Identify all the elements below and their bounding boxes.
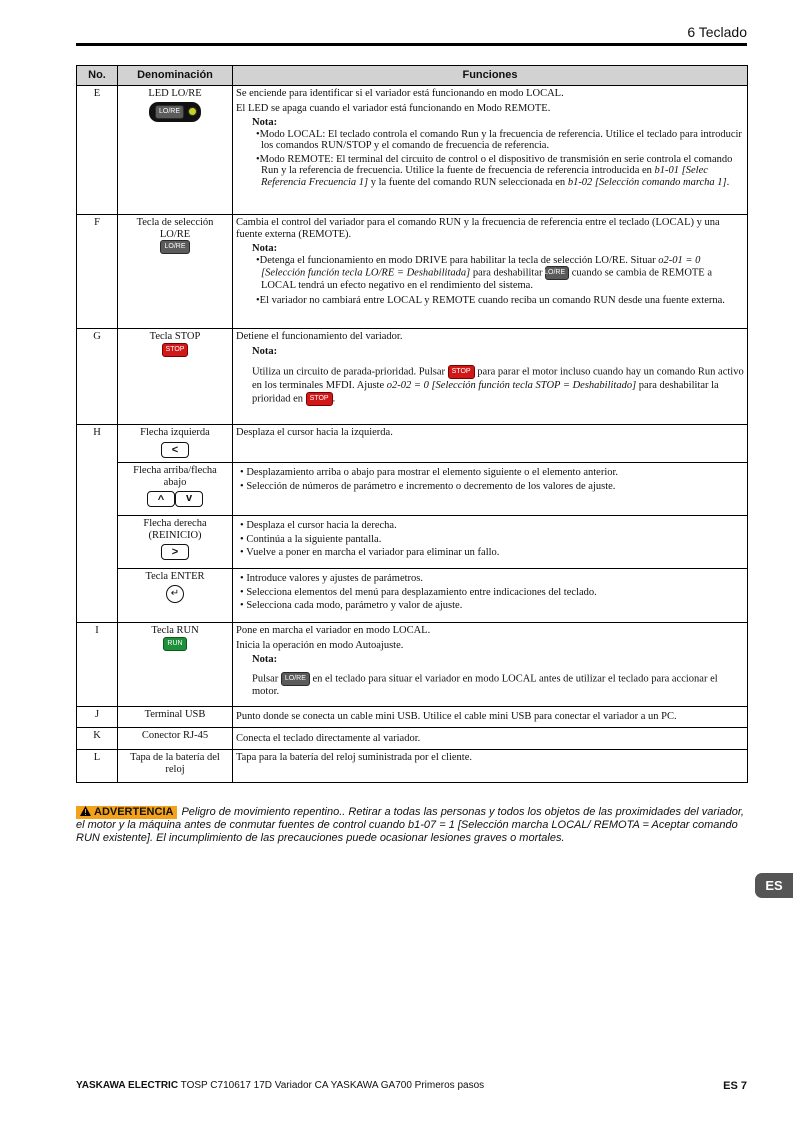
footer-doc-title: TOSP C710617 17D Variador CA YASKAWA GA700 Primeros pasos bbox=[178, 1080, 485, 1091]
header-no: No. bbox=[77, 66, 118, 86]
warning-label-text: ADVERTENCIA bbox=[94, 806, 174, 818]
bullet: • bbox=[240, 467, 244, 478]
param-ref: b1-01 [Selec Referencia Frecuencia 1] bbox=[261, 165, 708, 188]
text-span: Desplazamiento arriba o abajo para mostrar el elemento siguiente o el elemento anterior. bbox=[246, 467, 619, 478]
bullet: • bbox=[240, 573, 244, 584]
stop-key-icon: STOP bbox=[448, 365, 475, 379]
arrow-up-icon: ^ bbox=[147, 491, 175, 507]
keypad-functions-table bbox=[76, 65, 748, 783]
row-number: G bbox=[77, 329, 118, 425]
param-ref: o2-02 = 0 [Selección función tecla STOP = Deshabilitado] bbox=[386, 380, 637, 391]
bullet: • bbox=[240, 547, 244, 558]
table-row bbox=[77, 463, 748, 516]
row-functions bbox=[233, 329, 748, 425]
bullet: • bbox=[240, 480, 244, 492]
row-name bbox=[118, 329, 233, 425]
text-span: Introduce valores y ajustes de parámetros. bbox=[246, 573, 423, 584]
text-span: Desplaza el cursor hacia la derecha. bbox=[246, 520, 397, 531]
text-span: cuando se cambia de REMOTE a LOCAL tendrá un efecto negativo en el rendimiento del sistema. bbox=[261, 267, 713, 291]
note-text bbox=[236, 672, 744, 698]
note-label: Nota: bbox=[252, 345, 278, 357]
text-span: para deshabilitar la prioridad en bbox=[252, 380, 719, 405]
row-name: Tapa de la batería del reloj bbox=[118, 750, 233, 783]
row-functions bbox=[233, 215, 748, 329]
text-span: y la fuente del comando RUN seleccionada en bbox=[368, 176, 568, 188]
text-span: Selección de números de parámetro e incremento o decremento de los valores de ajuste. bbox=[246, 480, 616, 492]
text-span: •Detenga el funcionamiento en modo DRIVE para habilitar la tecla de selección LO/RE. Situar bbox=[256, 254, 659, 266]
row-functions bbox=[233, 516, 748, 569]
row-functions: Desplaza el cursor hacia la izquierda. bbox=[233, 425, 748, 463]
table-row bbox=[77, 425, 748, 463]
row-number: H bbox=[77, 425, 118, 623]
lore-key-icon: LO/RE bbox=[160, 240, 189, 254]
text-line: Se enciende para identificar si el variador está funcionando en modo LOCAL. bbox=[236, 88, 564, 99]
note-text bbox=[236, 365, 744, 406]
table-row bbox=[77, 707, 748, 728]
table-row bbox=[77, 623, 748, 707]
header-functions: Funciones bbox=[233, 66, 748, 86]
warning-label bbox=[76, 806, 177, 819]
led-lore-name: LED LO/RE bbox=[148, 88, 202, 99]
list-item bbox=[236, 534, 744, 546]
text-span: Selecciona elementos del menú para desplazamiento entre indicaciones del teclado. bbox=[246, 586, 597, 598]
name-line: Tecla de selección bbox=[136, 217, 214, 228]
name-line: abajo bbox=[163, 476, 187, 488]
table-row bbox=[77, 728, 748, 750]
lore-key-icon: LO/RE bbox=[155, 105, 184, 119]
note-bullet: •Modo LOCAL: El teclado controla el comando Run y la frecuencia de referencia. Utilice el teclado para introducir los comandos RUN/STOP y el comando de frecuencia de referencia. bbox=[256, 128, 742, 151]
text-span: •Modo REMOTE: El terminal del circuito de control o el dispositivo de transmisión en serie controla el comando Run y la referencia de frecuencia. Utilice la fuente de frecuencia de referencia introducida en bbox=[256, 153, 733, 176]
footer-brand: YASKAWA ELECTRIC bbox=[76, 1080, 179, 1091]
arrow-right-icon: > bbox=[161, 544, 189, 560]
warning-block bbox=[76, 806, 748, 845]
text-span: Utiliza un circuito de parada-prioridad. Pulsar bbox=[252, 366, 448, 378]
row-name bbox=[118, 463, 233, 516]
list-item bbox=[236, 520, 744, 532]
page-section-title: 6 Teclado bbox=[687, 24, 747, 40]
text-span: . bbox=[726, 176, 730, 188]
name-line: Tecla STOP bbox=[149, 331, 201, 342]
text-line: Inicia la operación en modo Autoajuste. bbox=[236, 639, 404, 651]
name-line: Tecla ENTER bbox=[145, 571, 205, 582]
name-line: Flecha izquierda bbox=[140, 427, 210, 438]
note-bullet bbox=[236, 154, 744, 189]
warning-text: Peligro de movimiento repentino.. Retirar a todas las personas y todos los objetos de las proximidades del variador, el motor y la máquina antes de conmutar fuentes de control cuando b1-07 = 1 [Selección marcha LOCAL/ REMOTA = Aceptar comando RUN existente]. El incumplimiento de las precauciones puede ocasionar lesiones graves o mortales. bbox=[76, 806, 744, 844]
text-span: Pulsar bbox=[252, 672, 281, 684]
row-name bbox=[118, 569, 233, 623]
row-number: F bbox=[77, 215, 118, 329]
list-item bbox=[236, 573, 744, 585]
enter-key-icon: ↵ bbox=[166, 585, 184, 603]
warning-triangle-icon bbox=[80, 806, 91, 816]
led-lore-icon bbox=[149, 102, 201, 122]
note-label: Nota: bbox=[252, 243, 278, 254]
table-row bbox=[77, 516, 748, 569]
name-line: (REINICIO) bbox=[148, 529, 202, 541]
bullet: • bbox=[240, 586, 244, 598]
list-item bbox=[236, 467, 744, 479]
text-line: Cambia el control del variador para el comando RUN y la frecuencia de referencia entre el teclado (LOCAL) y una fuente externa (REMOTE). bbox=[236, 217, 720, 240]
list-item bbox=[236, 481, 744, 493]
list-item bbox=[236, 600, 744, 612]
text-span: para deshabilitar bbox=[470, 267, 546, 279]
note-label: Nota: bbox=[252, 654, 278, 665]
footer-doc-info bbox=[76, 1080, 484, 1091]
table-row bbox=[77, 215, 748, 329]
arrow-down-icon: v bbox=[175, 491, 203, 507]
text-span: en el teclado para situar el variador en modo LOCAL antes de utilizar el teclado para accionar el motor. bbox=[252, 672, 718, 697]
name-line: Flecha derecha bbox=[143, 518, 207, 529]
led-indicator-icon bbox=[188, 107, 197, 116]
row-functions bbox=[233, 623, 748, 707]
text-span: Continúa a la siguiente pantalla. bbox=[246, 533, 382, 545]
row-functions bbox=[233, 86, 748, 215]
bullet: • bbox=[240, 533, 244, 545]
row-name: Terminal USB bbox=[118, 707, 233, 728]
row-functions bbox=[233, 463, 748, 516]
header-rule bbox=[76, 43, 747, 46]
list-item bbox=[236, 587, 744, 599]
note-label: Nota: bbox=[252, 117, 278, 128]
row-number: I bbox=[77, 623, 118, 707]
text-line: Detiene el funcionamiento del variador. bbox=[236, 331, 403, 342]
row-name bbox=[118, 623, 233, 707]
table-row bbox=[77, 329, 748, 425]
text-line: El LED se apaga cuando el variador está funcionando en Modo REMOTE. bbox=[236, 102, 551, 114]
row-number: K bbox=[77, 728, 118, 750]
text-line: Pone en marcha el variador en modo LOCAL. bbox=[236, 625, 431, 636]
row-functions bbox=[233, 569, 748, 623]
text-span: Selecciona cada modo, parámetro y valor de ajuste. bbox=[246, 600, 463, 611]
table-header-row bbox=[77, 66, 748, 86]
text-span: Vuelve a poner en marcha el variador para eliminar un fallo. bbox=[246, 547, 500, 558]
note-bullet: •El variador no cambiará entre LOCAL y REMOTE cuando reciba un comando RUN desde una fuente externa. bbox=[256, 294, 725, 306]
run-key-icon: RUN bbox=[163, 637, 186, 651]
row-number: E bbox=[77, 86, 118, 215]
stop-key-icon: STOP bbox=[162, 343, 189, 357]
bullet: • bbox=[240, 520, 244, 531]
header-name: Denominación bbox=[118, 66, 233, 86]
row-name: Conector RJ-45 bbox=[118, 728, 233, 750]
param-ref: b1-02 [Selección comando marcha 1] bbox=[567, 176, 727, 188]
row-name bbox=[118, 425, 233, 463]
lore-key-icon: LO/RE bbox=[281, 672, 310, 686]
text-span: . bbox=[332, 393, 336, 405]
lore-key-icon: LO/RE bbox=[545, 266, 569, 280]
name-line: Tecla RUN bbox=[151, 625, 199, 636]
row-number: L bbox=[77, 750, 118, 783]
param-ref: o2-01 = 0 [Selección función tecla LO/RE = Deshabilitada] bbox=[261, 254, 701, 279]
row-name bbox=[118, 86, 233, 215]
name-line: LO/RE bbox=[159, 228, 191, 240]
language-tab: ES bbox=[755, 873, 793, 898]
arrow-left-icon: < bbox=[161, 442, 189, 458]
text-span: para parar el motor incluso cuando hay un comando Run activo en los terminales MFDI. Ajuste bbox=[252, 366, 744, 391]
row-functions: Punto donde se conecta un cable mini USB. Utilice el cable mini USB para conectar el variador a un PC. bbox=[233, 707, 748, 728]
page-number: ES 7 bbox=[723, 1080, 747, 1092]
row-name bbox=[118, 215, 233, 329]
row-functions: Conecta el teclado directamente al variador. bbox=[233, 728, 748, 750]
table-row bbox=[77, 569, 748, 623]
row-name bbox=[118, 516, 233, 569]
name-line: Flecha arriba/flecha bbox=[133, 465, 217, 476]
row-functions: Tapa para la batería del reloj suministrada por el cliente. bbox=[233, 750, 748, 783]
table-row bbox=[77, 86, 748, 215]
table-row bbox=[77, 750, 748, 783]
note-bullet bbox=[236, 255, 744, 292]
list-item bbox=[236, 547, 744, 559]
row-number: J bbox=[77, 707, 118, 728]
stop-key-icon: STOP bbox=[306, 392, 333, 406]
bullet: • bbox=[240, 600, 244, 611]
